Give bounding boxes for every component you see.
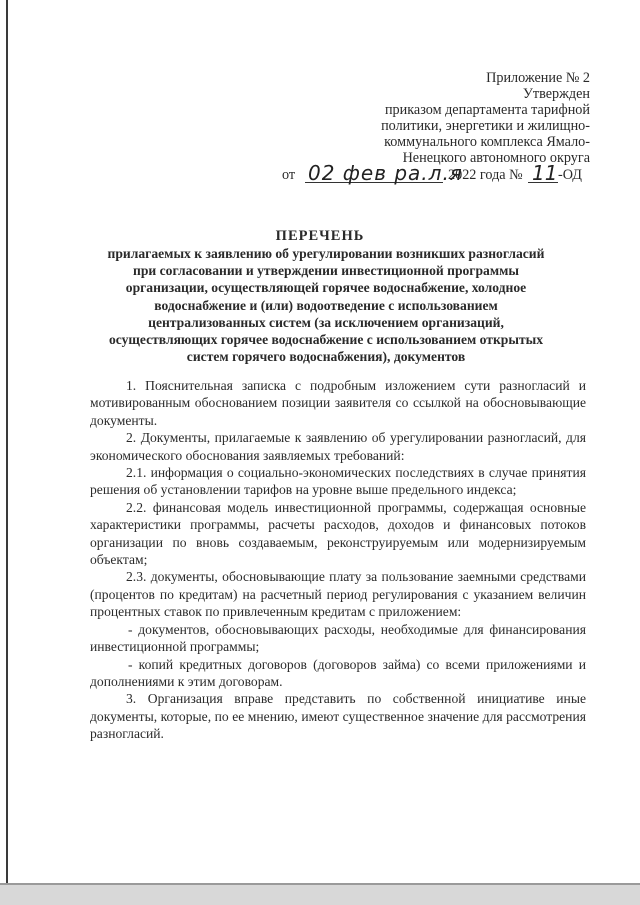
- item-2: 2. Документы, прилагаемые к заявлению об урегулировании разногласий, для экономического обоснования заявляемых требований:: [90, 430, 586, 463]
- subtitle-line: осуществляющих горячее водоснабжение с использованием открытых: [108, 332, 544, 348]
- item-2-2: 2.2. финансовая модель инвестиционной программы, содержащая основные характеристики программы, расчеты расходов, доходов и финансовых потоков организации по вновь создаваемым, реконструируемым или модернизируемым объектам;: [90, 499, 586, 568]
- item-2-3: 2.3. документы, обосновывающие плату за пользование заемными средствами (процентов по кредитам) на расчетный период регулирования с указанием величин процентных ставок по привлеченным кредитам с приложением:: [90, 569, 586, 620]
- scan-left-edge: [6, 0, 8, 905]
- approved-label: Утвержден: [522, 86, 590, 102]
- item-2-1: 2.1. информация о социально-экономических последствиях в случае принятия решения об установлении тарифов на уровне выше предельного индекса;: [90, 465, 586, 498]
- subtitle-line: систем горячего водоснабжения), документов: [186, 349, 466, 365]
- subtitle-line: организации, осуществляющей горячее водоснабжение, холодное: [125, 280, 527, 296]
- subtitle-line: централизованных систем (за исключением организаций,: [148, 314, 504, 330]
- handwritten-number: 11: [532, 161, 558, 185]
- subitem-loan-copies: - копий кредитных договоров (договоров займа) со всеми приложениями и дополнениями к этим договорам.: [90, 656, 586, 689]
- order-line-1: приказом департамента тарифной: [384, 102, 590, 118]
- document-subtitle: [76, 245, 576, 365]
- approval-block: [270, 70, 590, 166]
- item-3: 3. Организация вправе представить по собственной инициативе иные документы, которые, по ее мнению, имеют существенное значение для рассмотрения разногласий.: [90, 691, 586, 742]
- order-date-line: [282, 163, 602, 185]
- handwritten-date: 02 фев ра.л.я: [308, 161, 463, 185]
- document-body: [90, 377, 586, 743]
- order-line-4: Ненецкого автономного округа: [402, 150, 590, 166]
- item-1: 1. Пояснительная записка с подробным изложением сути разногласий и мотивированным обоснованием позиции заявителя со ссылкой на обосновывающие документы.: [90, 378, 586, 428]
- order-line-3: коммунального комплекса Ямало-: [384, 134, 590, 150]
- order-line-2: политики, энергетики и жилищно-: [381, 118, 590, 134]
- subtitle-line: прилагаемых к заявлению об урегулировании возникших разногласий: [107, 246, 545, 261]
- order-suffix: -ОД: [558, 167, 582, 183]
- scan-bottom-band: [0, 885, 640, 905]
- subtitle-line: водоснабжение и (или) водоотведение с использованием: [154, 297, 498, 313]
- document-title: ПЕРЕЧЕНЬ: [275, 228, 365, 244]
- year-number-label: 2022 года №: [448, 167, 523, 183]
- date-prefix: от: [282, 167, 296, 183]
- subtitle-line: при согласовании и утверждении инвестиционной программы: [133, 263, 519, 279]
- appendix-label: Приложение № 2: [486, 70, 590, 86]
- subitem-documents: - документов, обосновывающих расходы, необходимые для финансирования инвестиционной программы;: [90, 621, 586, 655]
